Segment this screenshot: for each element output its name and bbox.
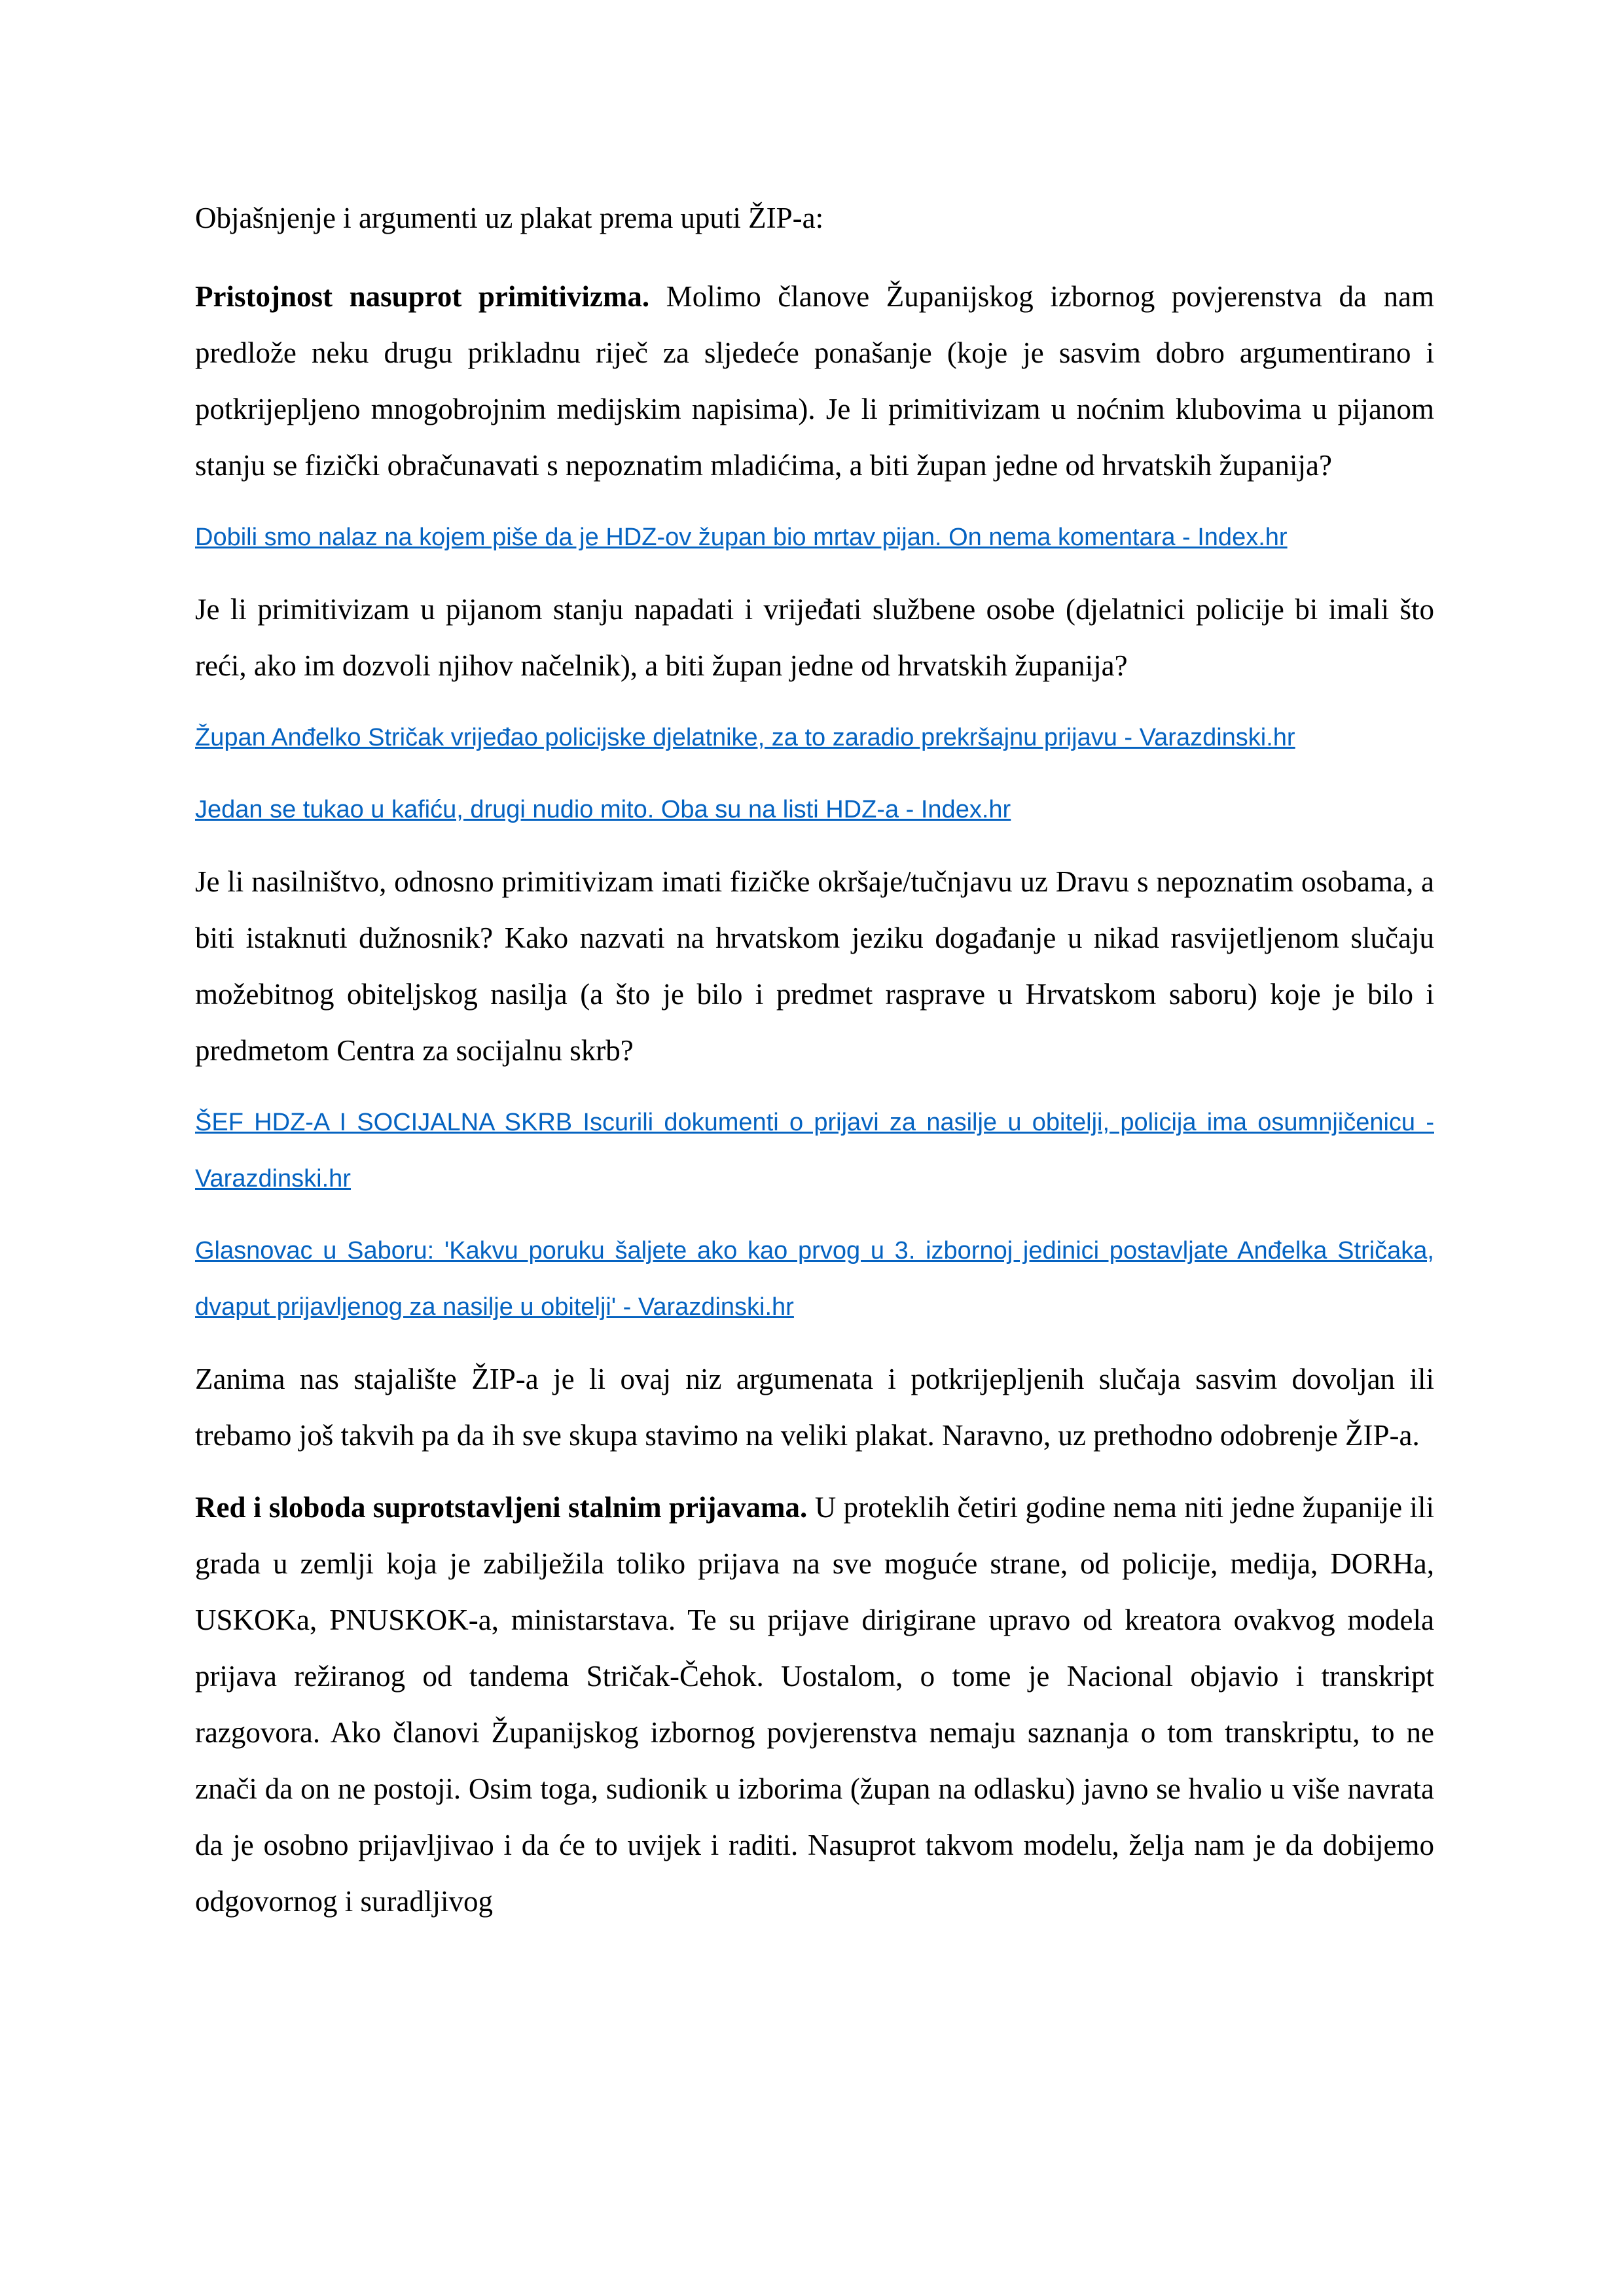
section1-paragraph2: Je li primitivizam u pijanom stanju napadati i vrijeđati službene osobe (djelatnici policije bi imali što reći, ako im dozvoli njihov načelnik), a biti župan jedne od hrvatskih županija? [195,593,1434,682]
section2-paragraph1 [195,1479,1434,1929]
section2-text1: U proteklih četiri godine nema niti jedne županije ili grada u zemlji koja je zabilježila toliko prijava na sve moguće strane, od policije, medija, DORHa, USKOKa, PNUSKOK-a, ministarstava. Te su prijave dirigirane upravo od kreatora ovakvog modela prijava režiranog od tandema Stričak-Čehok. Uostalom, o tome je Nacional objavio i transkript razgovora. Ako članovi Županijskog izbornog povjerenstva nemaju saznanja o tom transkriptu, to ne znači da on ne postoji. Osim toga, sudionik u izborima (župan na odlasku) javno se hvalio u više navrata da je osobno prijavljivao i da će to uvijek i raditi. Nasuprot takvom modelu, želja nam je da dobijemo odgovornog i suradljivog [195,1491,1434,1918]
section1-paragraph4: Zanima nas stajalište ŽIP-a je li ovaj niz argumenata i potkrijepljenih slučaja sasvim dovoljan ili trebamo još takvih pa da ih sve skupa stavimo na veliki plakat. Naravno, uz prethodno odobrenje ŽIP-a. [195,1363,1434,1452]
link4-paragraph [195,1094,1434,1207]
link5-paragraph [195,1223,1434,1335]
document-page [195,190,1434,1945]
link2-paragraph [195,709,1434,766]
link3-paragraph [195,781,1434,838]
link1-paragraph [195,509,1434,565]
intro-paragraph: Objašnjenje i argumenti uz plakat prema uputi ŽIP-a: [195,202,824,234]
section1-title: Pristojnost nasuprot primitivizma. [195,280,650,313]
section2-title: Red i sloboda suprotstavljeni stalnim prijavama. [195,1491,808,1524]
section1-paragraph1 [195,268,1434,493]
link-varazdinski-vrijedao[interactable]: Župan Anđelko Stričak vrijeđao policijske djelatnike, za to zaradio prekršajnu prijavu - Varazdinski.hr [195,724,1295,751]
link-index-nalaz[interactable]: Dobili smo nalaz na kojem piše da je HDZ-ov župan bio mrtav pijan. On nema komentara - Index.hr [195,524,1288,551]
link-index-kafic[interactable]: Jedan se tukao u kafiću, drugi nudio mito. Oba su na listi HDZ-a - Index.hr [195,796,1011,823]
section1-paragraph3: Je li nasilništvo, odnosno primitivizam imati fizičke okršaje/tučnjavu uz Dravu s nepoznatim osobama, a biti istaknuti dužnosnik? Kako nazvati na hrvatskom jeziku događanje u nikad rasvijetljenom slučaju možebitnog obiteljskog nasilja (a što je bilo i predmet rasprave u Hrvatskom saboru) koje je bilo i predmetom Centra za socijalnu skrb? [195,865,1434,1067]
section1-text1: Molimo članove Županijskog izbornog povjerenstva da nam predlože neku drugu prikladnu riječ za sljedeće ponašanje (koje je sasvim dobro argumentirano i potkrijepljeno mnogobrojnim medijskim napisima). Je li primitivizam u noćnim klubovima u pijanom stanju se fizički obračunavati s nepoznatim mladićima, a biti župan jedne od hrvatskih županija? [195,280,1434,482]
link-varazdinski-socijalna-skrb[interactable]: ŠEF HDZ-A I SOCIJALNA SKRB Iscurili dokumenti o prijavi za nasilje u obitelji, policija ima osumnjičenicu - Varazdinski.hr [195,1109,1434,1193]
link-varazdinski-glasnovac[interactable]: Glasnovac u Saboru: 'Kakvu poruku šaljete ako kao prvog u 3. izbornoj jedinici postavljate Anđelka Stričaka, dvaput prijavljenog za nasilje u obitelji' - Varazdinski.hr [195,1237,1434,1321]
